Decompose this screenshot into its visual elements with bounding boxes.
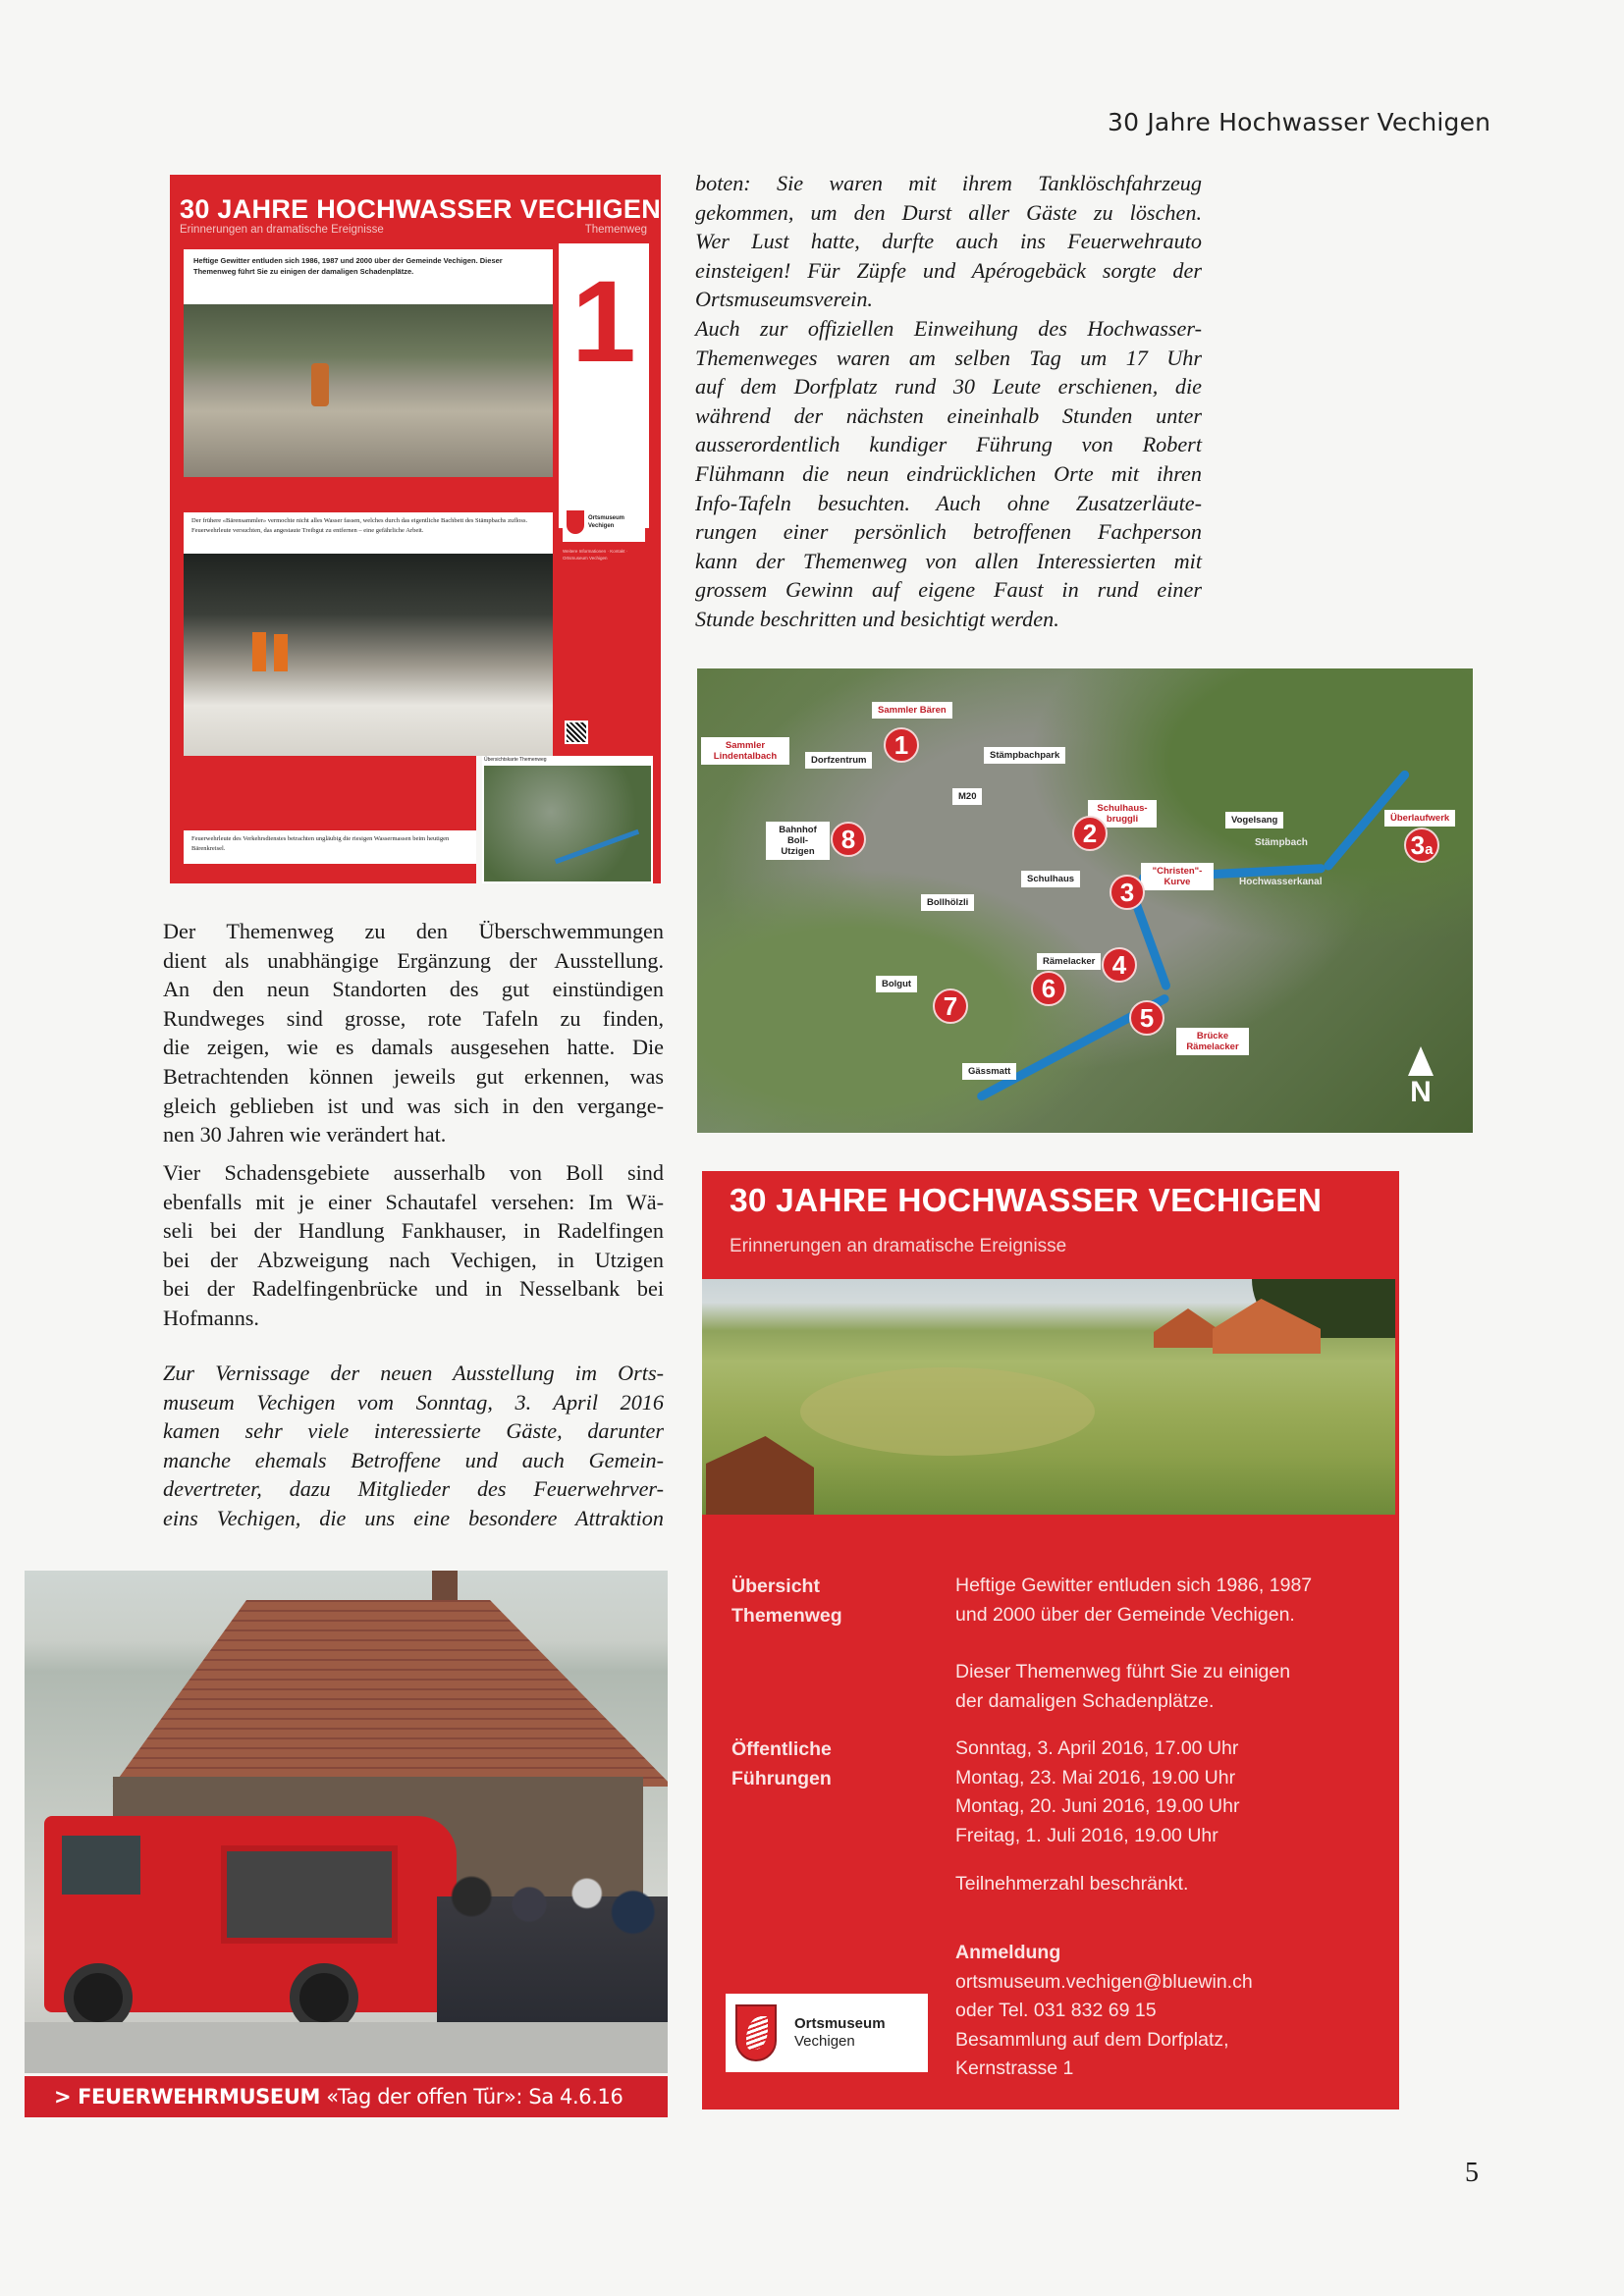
tour-dates — [955, 1735, 1239, 1850]
limit-note: Teilnehmerzahl beschränkt. — [955, 1873, 1189, 1895]
landscape-photo — [702, 1279, 1395, 1515]
poster2-subtitle: Erinnerungen an dramatische Ereignisse — [730, 1236, 1067, 1256]
ortsmuseum-logo: Ortsmuseum Vechigen — [726, 1994, 928, 2072]
map-label-hochwasserkanal: Hochwasserkanal — [1239, 877, 1323, 887]
map-marker-4: 4 — [1102, 947, 1137, 983]
logo-text: Ortsmuseum Vechigen — [588, 515, 625, 529]
coat-of-arms-icon — [567, 510, 584, 534]
map-marker-1: 1 — [884, 727, 919, 763]
poster-hochwasser-overview — [702, 1171, 1399, 2109]
map-marker-5: 5 — [1129, 1000, 1164, 1036]
map-marker-8: 8 — [831, 822, 866, 857]
meeting-point: Besammlung auf dem Dorfplatz, — [955, 2028, 1229, 2051]
poster1-number: 1 — [559, 243, 649, 528]
map-marker-3a: 3a — [1404, 828, 1439, 863]
registration-block — [955, 1939, 1253, 2084]
map-label-gaessmatt: Gässmatt — [962, 1063, 1016, 1080]
map-label-staempbach: Stämpbach — [1255, 837, 1308, 848]
article-left-vernissage: Zur Vernissage der neuen Ausstellung im Orts- museum Vechigen vom Sonntag, 3. April 2016 kamen sehr viele interessierte Gäste, darunter manche ehemals Betroffene und auch Gemein- devertreter, dazu Mitglieder des Feuerwehrver- eins Vechigen, die uns eine besondere Attraktion — [163, 1361, 664, 1530]
ortsmuseum-logo-small — [563, 503, 645, 542]
map-marker-3: 3 — [1110, 875, 1145, 910]
poster-themenweg-1 — [170, 175, 661, 883]
article-right-top: boten: Sie waren mit ihrem Tanklöschfahrzeug gekommen, um den Durst aller Gäste zu löschen. Wer Lust hatte, durfte auch ins Feuerwehrauto einsteigen! Für Züpfe und Apérogebäck sorgte der Ortsmuseumsverein. Auch zur offiziellen Einweihung des Hochwasser- Themenweges waren am selben Tag um 17 Uhr auf dem Dorfplatz rund 30 Leute erschienen, die während der nächsten eineinhalb Stunden unter ausserordentlich kundiger Führung von Robert Flühmann die neun eindrücklichen Orte mit ihren Info-Tafeln besuchten. Auch ohne Zusatzerläute- rungen einer persönlich betroffenen Fachperson kann der Themenweg von allen Interessierten mit grossem Gewinn auf eigene Faust in rund einer Stunde beschritten und besichtigt werden. — [695, 171, 1202, 631]
registration-email: ortsmuseum.vechigen@bluewin.ch — [955, 1970, 1253, 1993]
overview-text-2: Dieser Themenweg führt Sie zu einigen der damaligen Schadenplätze. — [955, 1661, 1291, 1712]
qr-code-icon — [565, 721, 588, 744]
map-label-bolgut: Bolgut — [876, 976, 917, 992]
tour-date: Montag, 20. Juni 2016, 19.00 Uhr — [955, 1795, 1240, 1817]
poster1-caption-1: Der frühere «Bärensammler» vermochte nicht alles Wasser fassen, welches durch das eigentliche Bachbett des Stämpbachs zufloss. Feuerwehrleute versuchten, das angestaute Treibgut zu entfernen – eine gefährliche Arbeit. — [184, 512, 553, 554]
meeting-address: Kernstrasse 1 — [955, 2057, 1074, 2079]
registration-phone: oder Tel. 031 832 69 15 — [955, 2000, 1157, 2021]
overview-text-1: Heftige Gewitter entluden sich 1986, 1987 und 2000 über der Gemeinde Vechigen. — [955, 1575, 1313, 1626]
tour-date: Freitag, 1. Juli 2016, 19.00 Uhr — [955, 1824, 1218, 1846]
map-label-vogelsang: Vogelsang — [1225, 812, 1283, 828]
map-label-bahnhof: Bahnhof Boll-Utzigen — [766, 822, 830, 860]
map-label-christen-kurve: "Christen"-Kurve — [1141, 863, 1214, 890]
map-label-sammler-lindental: Sammler Lindentalbach — [701, 737, 789, 765]
page-number: 5 — [1465, 2158, 1479, 2188]
poster1-title: 30 JAHRE HOCHWASSER VECHIGEN — [180, 194, 661, 224]
poster1-mini-map — [482, 764, 653, 883]
flood-photo-2 — [184, 554, 553, 756]
tour-date: Sonntag, 3. April 2016, 17.00 Uhr — [955, 1737, 1239, 1759]
coat-of-arms-wing-icon — [735, 2004, 777, 2061]
map-label-raemelacker: Rämelacker — [1037, 953, 1101, 970]
map-marker-6: 6 — [1031, 971, 1066, 1006]
article-left-paragraph-1: Der Themenweg zu den Überschwemmungen dient als unabhängige Ergänzung der Ausstellung. An den neun Standorten des gut einstündigen Rundweges sind grosse, rote Tafeln zu finden, die zeigen, wie es damals ausgesehen hatte. Die Betrachtenden können jeweils gut erkennen, was gleich geblieben ist und was sich in den vergange- nen 30 Jahren wie verändert hat. — [163, 919, 664, 1148]
poster1-sidebar — [559, 499, 649, 748]
map-marker-7: 7 — [933, 988, 968, 1024]
registration-heading: Anmeldung — [955, 1942, 1061, 1963]
north-arrow-icon: N — [1408, 1046, 1434, 1115]
fire-truck-photo — [25, 1571, 668, 2073]
feuerwehrmuseum-banner: > FEUERWEHRMUSEUM «Tag der offen Tür»: Sa 4.6.16 — [25, 2076, 668, 2117]
article-left-paragraph-2: Vier Schadensgebiete ausserhalb von Boll sind ebenfalls mit je einer Schautafel versehen: Im Wä- seli bei der Handlung Fankhauser, in Radelfingen bei der Abzweigung nach Vechigen, in Utzigen bei der Radelfingenbrücke und in Nesselbank bei Hofmanns. — [163, 1160, 664, 1330]
poster1-caption-2: Feuerwehrleute des Verkehrsdienstes betrachten ungläubig die riesigen Wassermassen beim heutigen Bärenkreisel. — [184, 830, 476, 864]
themenweg-map — [697, 668, 1473, 1133]
map-label-dorfzentrum: Dorfzentrum — [805, 752, 872, 769]
label-fuehrungen: Öffentliche Führungen — [731, 1738, 832, 1789]
map-label-staempbachpark: Stämpbachpark — [984, 747, 1065, 764]
poster1-subtitle: Erinnerungen an dramatische Ereignisse — [180, 224, 384, 236]
map-label-bruecke-raemelacker: Brücke Rämelacker — [1176, 1028, 1249, 1055]
map-label-sammler-baeren: Sammler Bären — [872, 702, 952, 719]
crowd — [437, 1865, 668, 2022]
map-label-schulhaus: Schulhaus — [1021, 871, 1080, 887]
map-label-bollhoelzli: Bollhölzli — [921, 894, 974, 911]
map-label-m20: M20 — [952, 788, 982, 805]
poster1-intro: Heftige Gewitter entluden sich 1986, 1987 und 2000 über der Gemeinde Vechigen. Dieser Themenweg führt Sie zu einigen der damaligen Schadenplätze. — [184, 249, 553, 304]
poster2-title: 30 JAHRE HOCHWASSER VECHIGEN — [730, 1183, 1323, 1219]
running-title: 30 Jahre Hochwasser Vechigen — [1108, 108, 1491, 136]
map-label-ueberlaufwerk: Überlaufwerk — [1384, 810, 1455, 827]
flood-photo-1 — [184, 304, 553, 477]
tour-date: Montag, 23. Mai 2016, 19.00 Uhr — [955, 1766, 1236, 1789]
poster1-side-text: Weitere Informationen · Kontakt · Ortsmuseum Vechigen — [563, 549, 628, 561]
label-uebersicht: Übersicht Themenweg — [731, 1575, 842, 1627]
map-marker-2: 2 — [1072, 816, 1108, 851]
map-label-schulhaus-bruggli: Schulhaus-bruggli — [1088, 800, 1157, 828]
poster1-map-label: Übersichtskarte Themenweg — [482, 756, 653, 764]
poster1-tag: Themenweg — [584, 224, 647, 236]
